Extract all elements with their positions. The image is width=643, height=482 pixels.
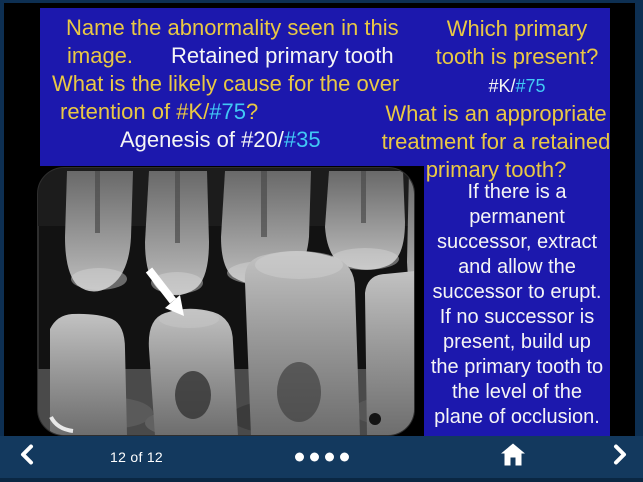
answer-line: permanent	[469, 206, 565, 228]
question-4-line-1: What is an appropriate	[385, 101, 607, 126]
answer-line: the level of the	[451, 381, 583, 403]
page-dots[interactable]	[295, 453, 349, 462]
page-dot[interactable]	[295, 453, 304, 462]
navigation-bar	[0, 436, 643, 482]
slide-stage	[4, 3, 635, 436]
answer-line: and allow the	[458, 256, 576, 278]
chevron-left-icon[interactable]	[20, 445, 34, 470]
home-icon[interactable]	[500, 443, 526, 472]
answer-line: present, build up	[443, 331, 591, 353]
xray-radiograph	[37, 167, 415, 436]
question-2-line-1: What is the likely cause for the over	[52, 71, 400, 96]
question-4-block	[372, 100, 620, 184]
answer-2-text: Agenesis of #20/	[120, 127, 284, 152]
tooth-number-highlight: #75	[209, 99, 246, 124]
question-4-line-3: primary tooth?	[425, 157, 567, 182]
answer-line: If there is a	[467, 181, 567, 203]
answer-line: successor to erupt.	[432, 281, 602, 303]
answer-line: successor, extract	[436, 231, 598, 253]
question-1-line-1: Name the abnormality seen in this	[66, 15, 399, 40]
chevron-right-icon[interactable]	[613, 445, 627, 470]
answer-4-block	[424, 180, 610, 430]
answer-2	[120, 127, 321, 153]
question-3-line-2: tooth is present?	[435, 44, 599, 69]
page-dot[interactable]	[310, 453, 319, 462]
question-4-line-2: treatment for a retained	[381, 129, 611, 154]
answer-line: If no successor is	[439, 306, 595, 328]
page-dot[interactable]	[325, 453, 334, 462]
question-3-block	[424, 15, 610, 97]
answer-line: plane of occlusion.	[434, 406, 600, 428]
tooth-number-highlight: #75	[515, 76, 546, 96]
page-indicator: 12 of 12	[110, 449, 163, 465]
answer-1: Retained primary tooth	[171, 43, 394, 68]
question-2-text: retention of #K/	[60, 99, 210, 124]
question-1-line-2: image.	[67, 43, 134, 68]
answer-3: #K/#75	[488, 76, 546, 96]
xray-image	[37, 167, 415, 436]
question-3-line-1: Which primary	[446, 16, 588, 41]
tooth-number-highlight: #35	[283, 127, 321, 152]
page-dot[interactable]	[340, 453, 349, 462]
question-2-line-2: retention of #K/#75?	[60, 99, 259, 124]
answer-line: the primary tooth to	[430, 356, 604, 378]
